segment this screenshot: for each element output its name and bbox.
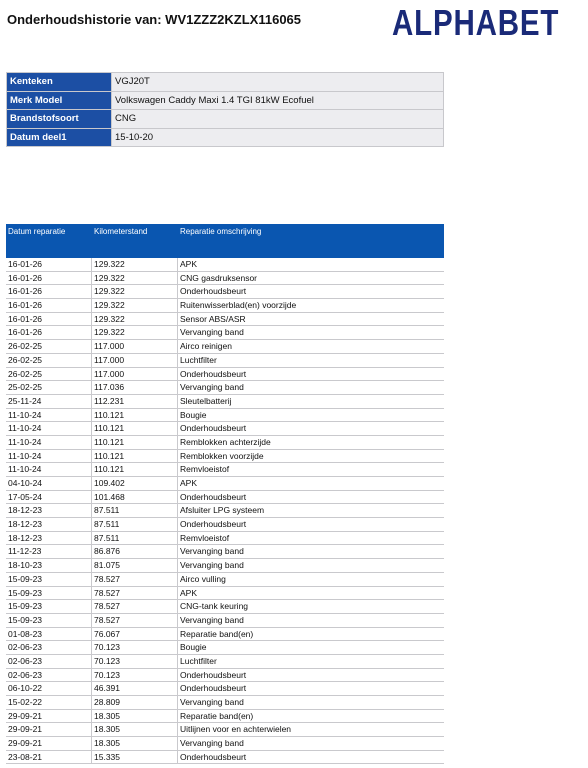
cell-kilometerstand: 76.067	[92, 628, 178, 641]
cell-omschrijving: CNG-tank keuring	[180, 601, 249, 612]
table-row	[6, 641, 444, 655]
cell-omschrijving: Sensor ABS/ASR	[180, 313, 246, 324]
cell-kilometerstand: 18.305	[92, 737, 178, 750]
cell-datum: 26-02-25	[6, 340, 92, 353]
cell-kilometerstand: 129.322	[92, 285, 178, 298]
cell-kilometerstand: 78.527	[92, 600, 178, 613]
cell-datum: 16-01-26	[6, 258, 92, 271]
cell-datum: 17-05-24	[6, 491, 92, 504]
vehicle-value: 15-10-20	[112, 128, 444, 147]
cell-datum: 29-09-21	[6, 737, 92, 750]
table-row	[6, 258, 444, 272]
cell-datum: 16-01-26	[6, 272, 92, 285]
alphabet-logo: ALPHABET	[392, 2, 560, 43]
cell-datum: 16-01-26	[6, 313, 92, 326]
cell-kilometerstand: 117.036	[92, 381, 178, 394]
cell-datum: 16-01-26	[6, 299, 92, 312]
cell-kilometerstand: 78.527	[92, 573, 178, 586]
cell-kilometerstand: 70.123	[92, 655, 178, 668]
cell-datum: 15-09-23	[6, 587, 92, 600]
cell-datum: 18-12-23	[6, 518, 92, 531]
table-row	[6, 340, 444, 354]
table-row	[6, 313, 444, 327]
cell-kilometerstand: 78.527	[92, 614, 178, 627]
cell-omschrijving: Luchtfilter	[180, 655, 217, 666]
cell-kilometerstand: 78.527	[92, 587, 178, 600]
cell-omschrijving: Onderhoudsbeurt	[180, 286, 247, 297]
cell-kilometerstand: 117.000	[92, 368, 178, 381]
cell-omschrijving: Ruitenwisserblad(en) voorzijde	[180, 300, 297, 311]
table-row	[6, 381, 444, 395]
table-row	[6, 326, 444, 340]
vehicle-value: Volkswagen Caddy Maxi 1.4 TGI 81kW Ecofuel	[112, 91, 444, 110]
table-row	[6, 723, 444, 737]
cell-kilometerstand: 110.121	[92, 463, 178, 476]
table-row	[6, 600, 444, 614]
cell-omschrijving: Onderhoudsbeurt	[180, 683, 247, 694]
cell-omschrijving: Luchtfilter	[180, 354, 217, 365]
cell-kilometerstand: 86.876	[92, 545, 178, 558]
cell-datum: 04-10-24	[6, 477, 92, 490]
cell-kilometerstand: 110.121	[92, 422, 178, 435]
cell-datum: 11-10-24	[6, 436, 92, 449]
table-row	[6, 409, 444, 423]
cell-datum: 15-09-23	[6, 573, 92, 586]
cell-datum: 25-02-25	[6, 381, 92, 394]
table-row	[6, 573, 444, 587]
cell-datum: 29-09-21	[6, 710, 92, 723]
cell-omschrijving: Remvloeistof	[180, 532, 230, 543]
vehicle-label: Kenteken	[7, 73, 112, 92]
cell-datum: 29-09-21	[6, 723, 92, 736]
repair-table-header	[6, 224, 444, 258]
cell-kilometerstand: 129.322	[92, 272, 178, 285]
vehicle-value: CNG	[112, 110, 444, 129]
cell-kilometerstand: 28.809	[92, 696, 178, 709]
vehicle-label: Datum deel1	[7, 128, 112, 147]
vehicle-row-kenteken	[7, 73, 444, 92]
cell-kilometerstand: 46.391	[92, 682, 178, 695]
vehicle-row-merk-model	[7, 91, 444, 110]
table-row	[6, 491, 444, 505]
cell-omschrijving: Vervanging band	[180, 560, 244, 571]
table-row	[6, 532, 444, 546]
cell-omschrijving: Uitlijnen voor en achterwielen	[180, 724, 292, 735]
cell-kilometerstand: 117.000	[92, 340, 178, 353]
cell-datum: 23-08-21	[6, 751, 92, 764]
table-row	[6, 655, 444, 669]
cell-datum: 25-11-24	[6, 395, 92, 408]
cell-omschrijving: Afsluiter LPG systeem	[180, 505, 265, 516]
table-row	[6, 395, 444, 409]
vehicle-info-table	[6, 72, 444, 147]
cell-datum: 11-12-23	[6, 545, 92, 558]
cell-datum: 01-08-23	[6, 628, 92, 641]
vehicle-label: Brandstofsoort	[7, 110, 112, 129]
vehicle-label: Merk Model	[7, 91, 112, 110]
cell-datum: 02-06-23	[6, 655, 92, 668]
cell-kilometerstand: 70.123	[92, 641, 178, 654]
cell-omschrijving: Vervanging band	[180, 614, 244, 625]
cell-datum: 15-09-23	[6, 600, 92, 613]
cell-kilometerstand: 110.121	[92, 436, 178, 449]
cell-datum: 15-02-22	[6, 696, 92, 709]
cell-omschrijving: Vervanging band	[180, 382, 244, 393]
table-row	[6, 368, 444, 382]
cell-kilometerstand: 18.305	[92, 723, 178, 736]
table-row	[6, 436, 444, 450]
cell-omschrijving: Onderhoudsbeurt	[180, 669, 247, 680]
cell-omschrijving: Remblokken voorzijde	[180, 450, 264, 461]
cell-datum: 26-02-25	[6, 354, 92, 367]
table-row	[6, 669, 444, 683]
cell-datum: 11-10-24	[6, 450, 92, 463]
cell-kilometerstand: 87.511	[92, 518, 178, 531]
vehicle-value: VGJ20T	[112, 73, 444, 92]
cell-kilometerstand: 117.000	[92, 354, 178, 367]
cell-omschrijving: Airco vulling	[180, 573, 226, 584]
cell-datum: 06-10-22	[6, 682, 92, 695]
cell-kilometerstand: 110.121	[92, 450, 178, 463]
cell-omschrijving: Remblokken achterzijde	[180, 436, 271, 447]
page-title: Onderhoudshistorie van: WV1ZZZ2KZLX116065	[7, 12, 302, 27]
cell-datum: 26-02-25	[6, 368, 92, 381]
cell-omschrijving: Onderhoudsbeurt	[180, 751, 247, 762]
cell-datum: 16-01-26	[6, 326, 92, 339]
table-row	[6, 614, 444, 628]
table-row	[6, 682, 444, 696]
cell-datum: 11-10-24	[6, 422, 92, 435]
table-row	[6, 504, 444, 518]
cell-omschrijving: APK	[180, 259, 198, 269]
cell-kilometerstand: 70.123	[92, 669, 178, 682]
table-row	[6, 628, 444, 642]
cell-omschrijving: Bougie	[180, 409, 207, 420]
cell-omschrijving: Remvloeistof	[180, 464, 230, 475]
cell-omschrijving: CNG gasdruksensor	[180, 272, 258, 283]
cell-datum: 18-12-23	[6, 532, 92, 545]
cell-omschrijving: Vervanging band	[180, 327, 244, 338]
table-row	[6, 587, 444, 601]
cell-kilometerstand: 129.322	[92, 326, 178, 339]
cell-omschrijving: Onderhoudsbeurt	[180, 519, 247, 530]
cell-omschrijving: Sleutelbatterij	[180, 395, 232, 406]
cell-omschrijving: Vervanging band	[180, 738, 244, 749]
header-kilometerstand: Kilometerstand	[94, 227, 148, 236]
cell-datum: 15-09-23	[6, 614, 92, 627]
cell-datum: 18-10-23	[6, 559, 92, 572]
cell-kilometerstand: 129.322	[92, 258, 178, 271]
cell-datum: 18-12-23	[6, 504, 92, 517]
cell-omschrijving: Reparatie band(en)	[180, 710, 254, 721]
table-row	[6, 285, 444, 299]
header-omschrijving: Reparatie omschrijving	[180, 227, 262, 236]
cell-kilometerstand: 18.305	[92, 710, 178, 723]
table-row	[6, 477, 444, 491]
table-row	[6, 545, 444, 559]
table-row	[6, 272, 444, 286]
cell-omschrijving: Airco reinigen	[180, 341, 232, 352]
cell-omschrijving: Vervanging band	[180, 697, 244, 707]
table-row	[6, 710, 444, 724]
cell-omschrijving: Bougie	[180, 642, 207, 653]
cell-datum: 02-06-23	[6, 669, 92, 682]
cell-kilometerstand: 101.468	[92, 491, 178, 504]
cell-omschrijving: Onderhoudsbeurt	[180, 368, 247, 379]
table-row	[6, 463, 444, 477]
cell-kilometerstand: 129.322	[92, 313, 178, 326]
cell-omschrijving: Reparatie band(en)	[180, 628, 254, 639]
cell-kilometerstand: 109.402	[92, 477, 178, 490]
repair-table-body	[6, 258, 444, 764]
cell-kilometerstand: 87.511	[92, 532, 178, 545]
table-row	[6, 751, 444, 765]
table-row	[6, 354, 444, 368]
cell-kilometerstand: 110.121	[92, 409, 178, 422]
table-row	[6, 737, 444, 751]
cell-kilometerstand: 129.322	[92, 299, 178, 312]
cell-kilometerstand: 112.231	[92, 395, 178, 408]
table-row	[6, 299, 444, 313]
vehicle-row-datum-deel1	[7, 128, 444, 147]
cell-datum: 02-06-23	[6, 641, 92, 654]
cell-omschrijving: APK	[180, 587, 198, 598]
header-datum: Datum reparatie	[8, 227, 66, 236]
table-row	[6, 422, 444, 436]
cell-kilometerstand: 87.511	[92, 504, 178, 517]
cell-omschrijving: Vervanging band	[180, 546, 244, 557]
table-row	[6, 518, 444, 532]
cell-datum: 16-01-26	[6, 285, 92, 298]
cell-datum: 11-10-24	[6, 463, 92, 476]
cell-datum: 11-10-24	[6, 409, 92, 422]
vehicle-row-brandstofsoort	[7, 110, 444, 129]
table-row	[6, 450, 444, 464]
cell-omschrijving: Onderhoudsbeurt	[180, 423, 247, 434]
cell-omschrijving: Onderhoudsbeurt	[180, 491, 247, 502]
cell-omschrijving: APK	[180, 478, 198, 488]
table-row	[6, 696, 444, 710]
cell-kilometerstand: 81.075	[92, 559, 178, 572]
cell-kilometerstand: 15.335	[92, 751, 178, 764]
table-row	[6, 559, 444, 573]
